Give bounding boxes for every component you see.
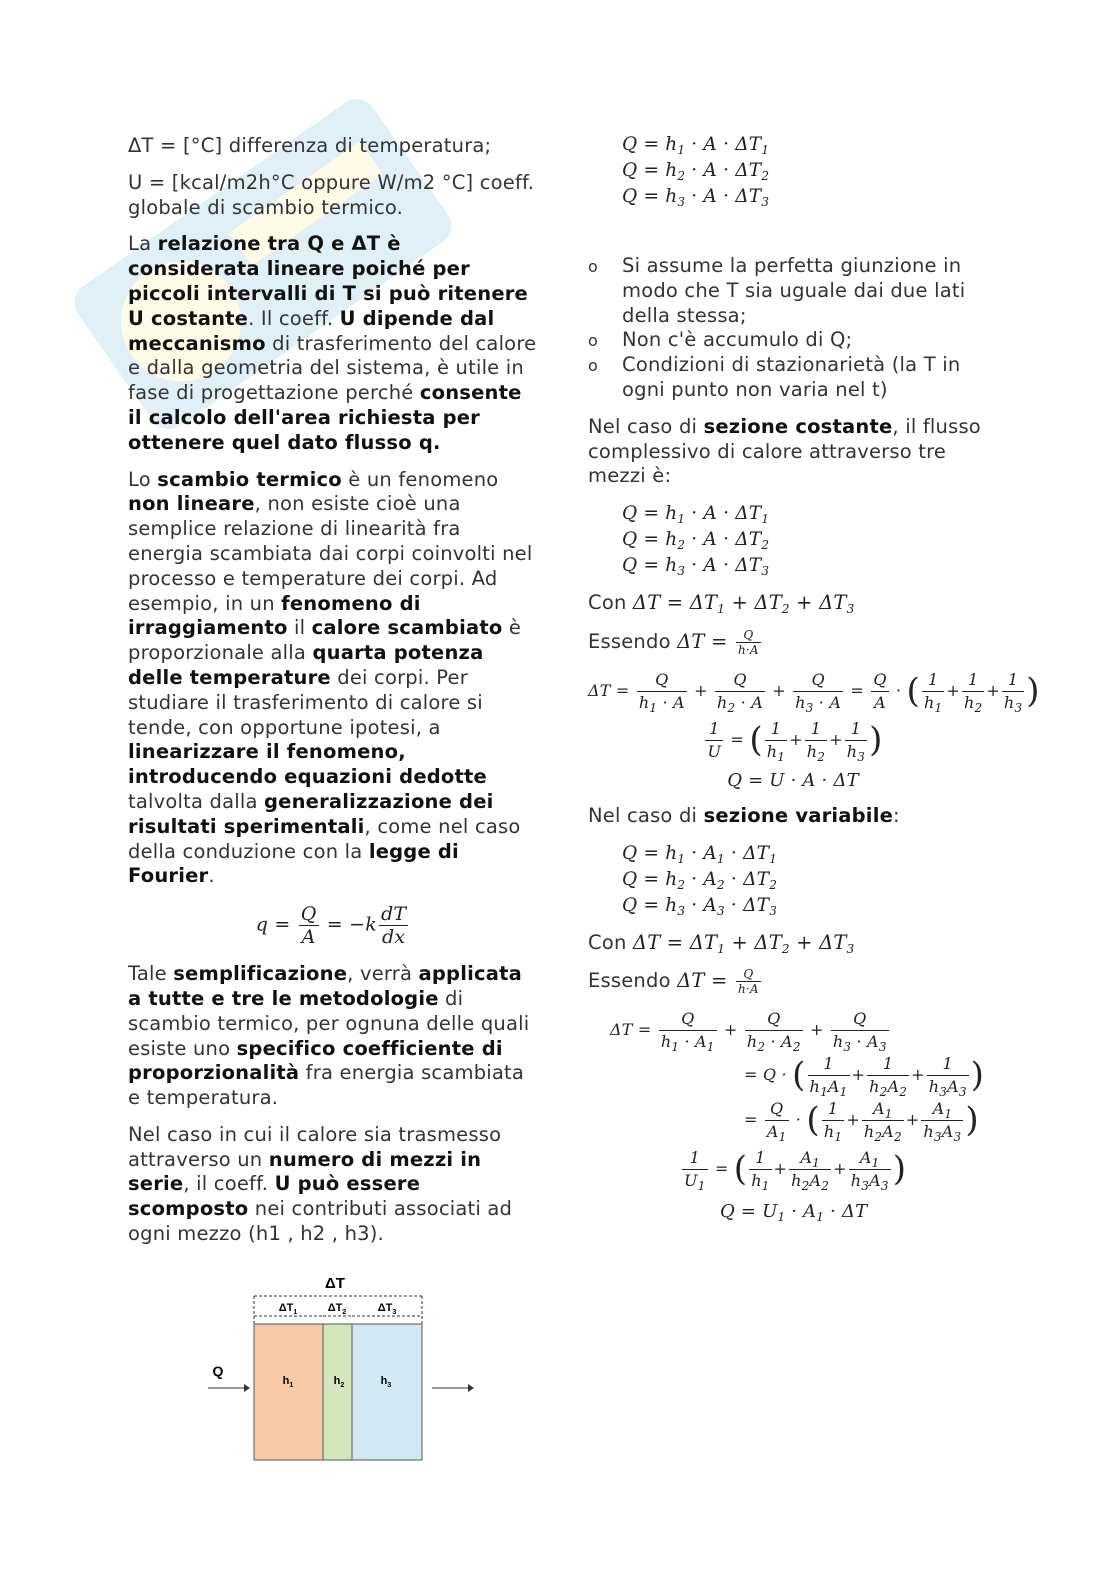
paragraph-sezione-variabile: Nel caso di sezione variabile: [588, 803, 900, 827]
layer-h1 [254, 1324, 323, 1460]
paragraph-serie: Nel caso in cui il calore sia trasmesso attraverso un numero di mezzi in serie, il coeff. U può essere scomposto nei contributi associati ad ogni mezzo (h1 , h2 , h3). [128, 1122, 513, 1246]
fourier-equation: q = $\frac{Q}{A}$ = −k $\frac{dT}{dx}$ [255, 903, 407, 949]
con-line-2: Con $\Delta T = \Delta T_1 + \Delta T_2 + \Delta T_3$ [588, 930, 855, 956]
h1-label: $h_1$ [282, 1375, 294, 1389]
equations-constant: $Q = h_1 \cdot A \cdot \Delta T_1$ $Q = h_2 \cdot A \cdot \Delta T_2$ $Q = h_3 \cdot A \cdot \Delta T_3$ [622, 503, 770, 579]
left-column [128, 134, 538, 1259]
con-line-1: Con $\Delta T = \Delta T_1 + \Delta T_2 + \Delta T_3$ [588, 591, 855, 617]
u-definition: U = [kcal/m2h°C oppure W/m2 °C] coeff. globale di scambio termico. [128, 170, 535, 219]
delta-t-factor-1: = Q · ( $\frac{1}{h_1A_1}$ + $\frac{1}{h_2A_2}$ + $\frac{1}{h_3A_3}$ ) [744, 1054, 985, 1100]
q-label: Q [212, 1363, 224, 1379]
layer-h2 [323, 1324, 352, 1460]
u1-inverse: $\frac{1}{U_1}$ = ( $\frac{1}{h_1}$ + $\frac{A_1}{h_2A_2}$ + $\frac{A_1}{h_3A_3}$ ) [684, 1148, 907, 1194]
u-inverse-constant: $\frac{1}{U}$ = ( $\frac{1}{h_1}$ + $\frac{1}{h_2}$ + $\frac{1}{h_3}$ ) [707, 718, 883, 764]
assumptions-list [588, 254, 998, 403]
delta-t-sum-constant: ΔT = $\frac{Q}{h_1 \cdot A}$ + $\frac{Q}{h_2 \cdot A}$ + $\frac{Q}{h_3 \cdot A}$ = $\frac{Q}{A}$ · ( $\frac{1}{h_1}$ + $\frac{1}{h_2}$ + $\frac{1}{h_3}$ ) [588, 669, 1040, 715]
delta-t3-label: $\Delta T_3$ [377, 1302, 397, 1316]
delta-t-factor-2: = $\frac{Q}{A_1}$ · ( $\frac{1}{h_1}$ + $\frac{A_1}{h_2A_2}$ + $\frac{A_1}{h_3A_3}$ ) [744, 1099, 979, 1145]
essendo-line-2: Essendo ΔT = $\frac{Q}{h\cdot A}$ [588, 967, 759, 997]
list-item: o Non c'è accumulo di Q; [588, 328, 853, 352]
h2-label: $h_2$ [333, 1375, 345, 1389]
equations-variable: $Q = h_1 \cdot A_1 \cdot \Delta T_1$ $Q = h_2 \cdot A_2 \cdot \Delta T_2$ $Q = h_3 \cdot A_3 \cdot \Delta T_3$ [622, 842, 778, 918]
total-delta-t-label: ΔT [325, 1275, 345, 1292]
paragraph-relazione: La relazione tra Q e ΔT è considerata lineare poiché per piccoli intervalli di T si può ritenere U costante. Il coeff. U dipende dal meccanismo di trasferimento del calore e dalla geometria del sistema, è utile in fase di progettazione perché consente il calcolo dell'area richiesta per ottenere quel dato flusso q. [128, 232, 537, 454]
equations-top: $Q = h_1 \cdot A \cdot \Delta T_1$ $Q = h_2 \cdot A \cdot \Delta T_2$ $Q = h_3 \cdot A \cdot \Delta T_3$ [622, 134, 770, 209]
series-layers-diagram [196, 1270, 486, 1470]
delta-t1-label: $\Delta T_1$ [278, 1302, 298, 1316]
right-column [588, 134, 1040, 1225]
list-item: o Condizioni di stazionarietà (la T in ogni punto non varia nel t) [588, 353, 961, 401]
paragraph-sezione-costante: Nel caso di sezione costante, il flusso complessivo di calore attraverso tre mezzi è: [588, 414, 981, 488]
essendo-line-1: Essendo ΔT = $\frac{Q}{h\cdot A}$ [588, 627, 759, 657]
list-item: o Si assume la perfetta giunzione in modo che T sia uguale dai due lati della stessa; [588, 254, 966, 327]
delta-t-definition: ΔT = [°C] differenza di temperatura; [128, 134, 492, 157]
delta-t-sum-variable: ΔT = $\frac{Q}{h_1 \cdot A_1}$ + $\frac{Q}{h_2 \cdot A_2}$ + $\frac{Q}{h_3 \cdot A_3}$ [610, 1009, 887, 1055]
q-u-a-dt: Q = U · A · ΔT [727, 769, 859, 791]
q-u1-a1-dt: $Q = U_1 \cdot A_1 \cdot \Delta T$ [720, 1201, 868, 1225]
delta-t2-label: $\Delta T_2$ [327, 1302, 347, 1316]
layer-h3 [352, 1324, 422, 1460]
paragraph-scambio-termico: Lo scambio termico è un fenomeno non lineare, non esiste cioè una semplice relazione di linearità fra energia scambiata dai corpi coinvolti nel processo e temperature dei corpi. Ad esempio, in un fenomeno di irraggiamento il calore scambiato è proporzionale alla quarta potenza delle temperature dei corpi. Per studiare il trasferimento di calore si tende, con opportune ipotesi, a linearizzare il fenomeno, introducendo equazioni dedotte talvolta dalla generalizzazione dei risultati sperimentali, come nel caso della conduzione con la legge di Fourier. [128, 467, 533, 888]
paragraph-semplificazione: Tale semplificazione, verrà applicata a tutte e tre le metodologie di scambio termico, per ognuna delle quali esiste uno specifico coefficiente di proporzionalità fra energia scambiata e temperatura. [128, 962, 530, 1110]
h3-label: $h_3$ [380, 1375, 392, 1389]
